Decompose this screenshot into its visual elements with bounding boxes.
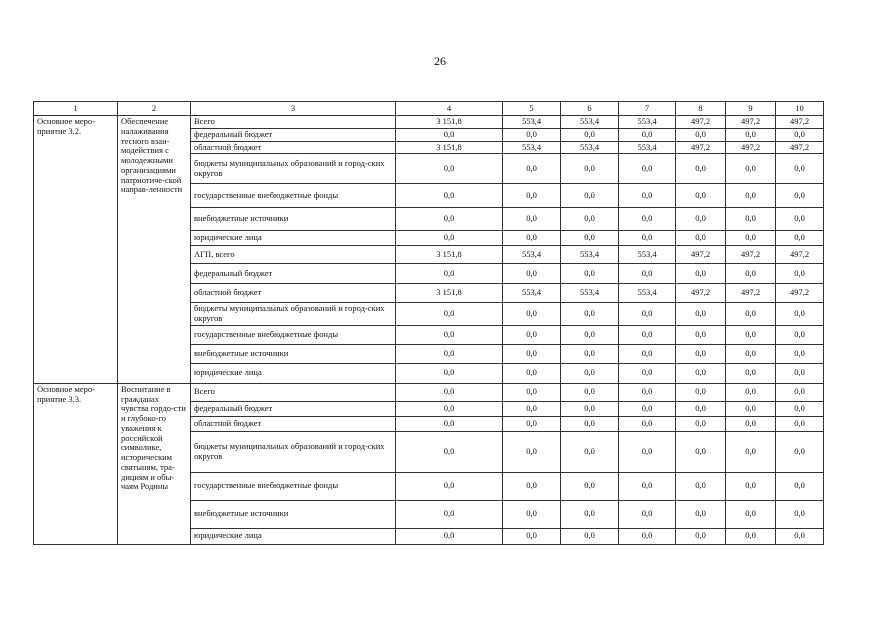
value-cell: 0,0 <box>619 401 676 416</box>
value-cell: 0,0 <box>726 344 776 363</box>
value-cell: 0,0 <box>619 344 676 363</box>
value-cell: 0,0 <box>396 325 503 344</box>
value-cell: 497,2 <box>676 141 726 154</box>
value-cell: 0,0 <box>776 383 824 401</box>
value-cell: 0,0 <box>726 208 776 231</box>
value-cell: 0,0 <box>503 264 561 284</box>
value-cell: 0,0 <box>396 184 503 208</box>
value-cell: 0,0 <box>619 208 676 231</box>
value-cell: 0,0 <box>619 231 676 246</box>
value-cell: 0,0 <box>676 344 726 363</box>
value-cell: 0,0 <box>503 344 561 363</box>
table-row <box>34 383 824 401</box>
value-cell: 497,2 <box>726 246 776 264</box>
value-cell: 3 151,8 <box>396 246 503 264</box>
header-cell: 4 <box>396 102 503 116</box>
value-cell: 0,0 <box>396 500 503 528</box>
value-cell: 0,0 <box>726 401 776 416</box>
funding-source-label: бюджеты муниципальных образований и город-ских округов <box>191 303 396 326</box>
value-cell: 0,0 <box>561 363 619 383</box>
value-cell: 0,0 <box>503 325 561 344</box>
budget-table <box>33 101 824 545</box>
value-cell: 0,0 <box>726 303 776 326</box>
value-cell: 0,0 <box>503 383 561 401</box>
value-cell: 497,2 <box>676 246 726 264</box>
value-cell: 0,0 <box>619 264 676 284</box>
value-cell: 0,0 <box>776 500 824 528</box>
header-cell: 5 <box>503 102 561 116</box>
value-cell: 0,0 <box>726 472 776 500</box>
funding-source-label: внебюджетные источники <box>191 500 396 528</box>
value-cell: 0,0 <box>619 363 676 383</box>
page-number: 26 <box>434 54 446 68</box>
value-cell: 0,0 <box>503 472 561 500</box>
value-cell: 553,4 <box>503 116 561 129</box>
value-cell: 497,2 <box>776 116 824 129</box>
value-cell: 0,0 <box>619 128 676 141</box>
activity-cell: Основное меро-приятие 3.3. <box>34 383 118 544</box>
value-cell: 0,0 <box>503 184 561 208</box>
funding-source-label: бюджеты муниципальных образований и город-ских округов <box>191 431 396 472</box>
value-cell: 0,0 <box>561 303 619 326</box>
value-cell: 0,0 <box>503 208 561 231</box>
value-cell: 0,0 <box>676 128 726 141</box>
value-cell: 553,4 <box>619 116 676 129</box>
value-cell: 0,0 <box>726 500 776 528</box>
value-cell: 0,0 <box>726 383 776 401</box>
value-cell: 0,0 <box>503 528 561 544</box>
funding-source-label: бюджеты муниципальных образований и город-ских округов <box>191 154 396 184</box>
value-cell: 553,4 <box>561 284 619 303</box>
value-cell: 3 151,8 <box>396 141 503 154</box>
funding-source-label: государственные внебюджетные фонды <box>191 472 396 500</box>
value-cell: 0,0 <box>676 500 726 528</box>
value-cell: 0,0 <box>619 528 676 544</box>
activity-cell: Основное меро-приятие 3.2. <box>34 116 118 384</box>
funding-source-label: АГП, всего <box>191 246 396 264</box>
value-cell: 0,0 <box>676 472 726 500</box>
table-row <box>34 116 824 129</box>
value-cell: 0,0 <box>676 154 726 184</box>
value-cell: 0,0 <box>726 325 776 344</box>
funding-source-label: внебюджетные источники <box>191 208 396 231</box>
value-cell: 0,0 <box>676 431 726 472</box>
value-cell: 0,0 <box>776 303 824 326</box>
value-cell: 497,2 <box>776 246 824 264</box>
value-cell: 0,0 <box>676 303 726 326</box>
value-cell: 0,0 <box>676 325 726 344</box>
value-cell: 497,2 <box>676 116 726 129</box>
value-cell: 0,0 <box>396 208 503 231</box>
funding-source-label: внебюджетные источники <box>191 344 396 363</box>
value-cell: 0,0 <box>503 401 561 416</box>
value-cell: 0,0 <box>396 303 503 326</box>
value-cell: 3 151,8 <box>396 284 503 303</box>
value-cell: 0,0 <box>561 231 619 246</box>
funding-source-label: федеральный бюджет <box>191 401 396 416</box>
value-cell: 0,0 <box>676 231 726 246</box>
value-cell: 0,0 <box>776 528 824 544</box>
value-cell: 0,0 <box>503 128 561 141</box>
value-cell: 0,0 <box>776 264 824 284</box>
value-cell: 553,4 <box>503 246 561 264</box>
value-cell: 0,0 <box>776 231 824 246</box>
value-cell: 0,0 <box>676 208 726 231</box>
value-cell: 0,0 <box>561 208 619 231</box>
value-cell: 0,0 <box>396 264 503 284</box>
value-cell: 0,0 <box>561 344 619 363</box>
value-cell: 497,2 <box>676 284 726 303</box>
value-cell: 0,0 <box>619 472 676 500</box>
value-cell: 497,2 <box>726 284 776 303</box>
value-cell: 0,0 <box>619 416 676 431</box>
value-cell: 0,0 <box>619 431 676 472</box>
value-cell: 0,0 <box>396 154 503 184</box>
value-cell: 0,0 <box>776 325 824 344</box>
description-cell: Воспитание в гражданах чувства гордо-сти и глубоко-го уважения к российской символике, историческим святыням, тра-дициям и обы-чаям Родины <box>118 383 191 544</box>
value-cell: 0,0 <box>619 500 676 528</box>
value-cell: 0,0 <box>503 231 561 246</box>
value-cell: 0,0 <box>676 528 726 544</box>
value-cell: 0,0 <box>776 344 824 363</box>
value-cell: 0,0 <box>726 363 776 383</box>
value-cell: 0,0 <box>726 528 776 544</box>
value-cell: 0,0 <box>396 128 503 141</box>
value-cell: 0,0 <box>396 383 503 401</box>
header-cell: 7 <box>619 102 676 116</box>
value-cell: 0,0 <box>726 416 776 431</box>
funding-source-label: юридические лица <box>191 363 396 383</box>
value-cell: 553,4 <box>503 141 561 154</box>
value-cell: 0,0 <box>396 231 503 246</box>
funding-source-label: областной бюджет <box>191 284 396 303</box>
value-cell: 553,4 <box>561 116 619 129</box>
value-cell: 0,0 <box>676 383 726 401</box>
value-cell: 0,0 <box>503 363 561 383</box>
value-cell: 0,0 <box>776 431 824 472</box>
value-cell: 0,0 <box>676 401 726 416</box>
funding-source-label: областной бюджет <box>191 416 396 431</box>
funding-source-label: Всего <box>191 383 396 401</box>
value-cell: 0,0 <box>503 500 561 528</box>
value-cell: 0,0 <box>619 303 676 326</box>
value-cell: 0,0 <box>726 431 776 472</box>
value-cell: 0,0 <box>396 363 503 383</box>
value-cell: 497,2 <box>726 141 776 154</box>
value-cell: 0,0 <box>561 383 619 401</box>
value-cell: 0,0 <box>503 416 561 431</box>
value-cell: 497,2 <box>776 141 824 154</box>
value-cell: 0,0 <box>776 184 824 208</box>
value-cell: 0,0 <box>561 325 619 344</box>
value-cell: 0,0 <box>726 154 776 184</box>
value-cell: 0,0 <box>561 472 619 500</box>
value-cell: 553,4 <box>619 246 676 264</box>
value-cell: 0,0 <box>396 472 503 500</box>
value-cell: 0,0 <box>561 431 619 472</box>
value-cell: 0,0 <box>619 383 676 401</box>
value-cell: 0,0 <box>726 184 776 208</box>
value-cell: 553,4 <box>619 141 676 154</box>
value-cell: 0,0 <box>619 325 676 344</box>
value-cell: 0,0 <box>561 416 619 431</box>
value-cell: 0,0 <box>561 500 619 528</box>
value-cell: 0,0 <box>726 128 776 141</box>
value-cell: 0,0 <box>776 416 824 431</box>
funding-source-label: юридические лица <box>191 231 396 246</box>
value-cell: 497,2 <box>726 116 776 129</box>
header-cell: 6 <box>561 102 619 116</box>
value-cell: 0,0 <box>503 154 561 184</box>
header-cell: 2 <box>118 102 191 116</box>
value-cell: 0,0 <box>676 416 726 431</box>
value-cell: 0,0 <box>396 528 503 544</box>
value-cell: 0,0 <box>726 231 776 246</box>
value-cell: 553,4 <box>503 284 561 303</box>
value-cell: 0,0 <box>561 154 619 184</box>
funding-source-label: областной бюджет <box>191 141 396 154</box>
funding-source-label: Всего <box>191 116 396 129</box>
value-cell: 0,0 <box>776 363 824 383</box>
value-cell: 0,0 <box>726 264 776 284</box>
value-cell: 0,0 <box>561 184 619 208</box>
value-cell: 0,0 <box>776 401 824 416</box>
value-cell: 0,0 <box>396 344 503 363</box>
value-cell: 0,0 <box>561 128 619 141</box>
funding-source-label: государственные внебюджетные фонды <box>191 325 396 344</box>
value-cell: 0,0 <box>396 416 503 431</box>
value-cell: 553,4 <box>561 141 619 154</box>
header-cell: 9 <box>726 102 776 116</box>
value-cell: 0,0 <box>396 401 503 416</box>
value-cell: 0,0 <box>396 431 503 472</box>
header-cell: 3 <box>191 102 396 116</box>
value-cell: 0,0 <box>619 184 676 208</box>
value-cell: 0,0 <box>561 264 619 284</box>
value-cell: 553,4 <box>619 284 676 303</box>
value-cell: 3 151,8 <box>396 116 503 129</box>
value-cell: 0,0 <box>561 528 619 544</box>
value-cell: 0,0 <box>503 431 561 472</box>
value-cell: 0,0 <box>776 154 824 184</box>
funding-source-label: федеральный бюджет <box>191 128 396 141</box>
value-cell: 0,0 <box>676 264 726 284</box>
funding-source-label: юридические лица <box>191 528 396 544</box>
value-cell: 0,0 <box>676 184 726 208</box>
value-cell: 0,0 <box>776 208 824 231</box>
value-cell: 0,0 <box>619 154 676 184</box>
description-cell: Обеспечение налаживания тесного взаи-модействия с молодежными организациями патриотиче-ской направ-ленности <box>118 116 191 384</box>
header-cell: 10 <box>776 102 824 116</box>
table-body <box>34 116 824 545</box>
header-cell: 8 <box>676 102 726 116</box>
value-cell: 0,0 <box>561 401 619 416</box>
funding-source-label: федеральный бюджет <box>191 264 396 284</box>
value-cell: 0,0 <box>503 303 561 326</box>
value-cell: 0,0 <box>776 472 824 500</box>
value-cell: 497,2 <box>776 284 824 303</box>
funding-source-label: государственные внебюджетные фонды <box>191 184 396 208</box>
header-cell: 1 <box>34 102 118 116</box>
value-cell: 0,0 <box>676 363 726 383</box>
header-row <box>34 102 824 116</box>
value-cell: 0,0 <box>776 128 824 141</box>
value-cell: 553,4 <box>561 246 619 264</box>
